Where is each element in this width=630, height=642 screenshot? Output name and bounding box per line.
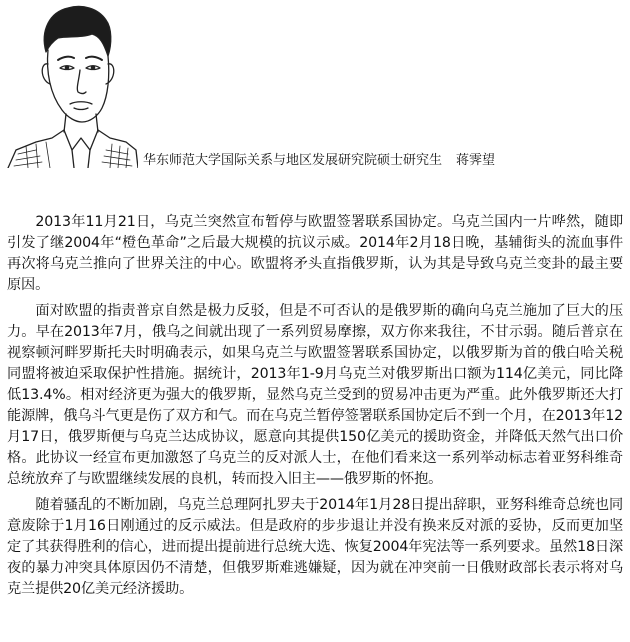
author-affiliation: 华东师范大学国际关系与地区发展研究院硕士研究生: [143, 153, 443, 168]
author-name: 蒋霁望: [456, 153, 496, 168]
paragraph-3: 随着骚乱的不断加剧，乌克兰总理阿扎罗夫于2014年1月28日提出辞职，亚努科维奇总统也同意废除于1月16日刚通过的反示威法。但是政府的步步退让并没有换来反对派的妥协，反而更加坚定了其获得胜利的信心，进而提出提前进行总统大选、恢复2004年宪法等一系列要求。虽然18日深夜的暴力冲突具体原因仍不清楚，但俄罗斯难逃嫌疑，因为就在冲突前一日俄财政部长表示将对乌克兰提供20亿美元经济援助。: [7, 497, 623, 597]
author-portrait: [6, 0, 138, 168]
paragraph-1: 2013年11月21日，乌克兰突然宣布暂停与欧盟签署联系国协定。乌克兰国内一片哗然，随即引发了继2004年“橙色革命”之后最大规模的抗议示威。2014年2月18日晚，基辅街头的流血事件再次将乌克兰推向了世界关注的中心。欧盟将矛头直指俄罗斯，认为其是导致乌克兰变卦的最主要原因。: [7, 214, 623, 293]
paragraph-2: 面对欧盟的指责普京自然是极力反驳，但是不可否认的是俄罗斯的确向乌克兰施加了巨大的压力。早在2013年7月，俄乌之间就出现了一系列贸易摩擦，双方你来我往，不甘示弱。随后普京在视察顿河畔罗斯托夫时明确表示，如果乌克兰与欧盟签署联系国协定，以俄罗斯为首的俄白哈关税同盟将被迫采取保护性措施。据统计，2013年1-9月乌克兰对俄罗斯出口额为114亿美元，同比降低13.4%。相对经济更为强大的俄罗斯，显然乌克兰受到的贸易冲击更为严重。此外俄罗斯还大打能源牌，俄乌斗气更是伤了双方和气。而在乌克兰暂停签署联系国协定后不到一个月，在2013年12月17日，俄罗斯便与乌克兰达成协议，愿意向其提供150亿美元的援助资金，并降低天然气出口价格。此协议一经宣布更加激怒了乌克兰的反对派人士，在他们看来这一系列举动标志着亚努科维奇总统放弃了与欧盟继续发展的良机，转而投入旧主——俄罗斯的怀抱。: [7, 303, 623, 487]
article-body: [7, 212, 623, 605]
author-byline: [143, 153, 495, 169]
author-sketch-portrait-icon: [6, 0, 138, 168]
